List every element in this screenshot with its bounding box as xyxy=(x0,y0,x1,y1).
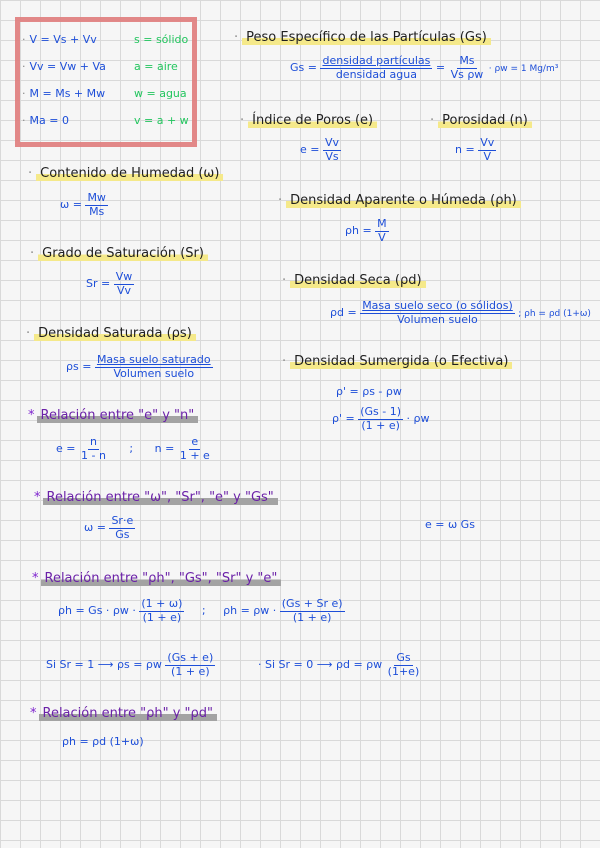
formula-sr-1: Si Sr = 1 ⟶ ρs = ρw $\frac{(Gs + e)}{(1 + e)}$ xyxy=(46,651,214,678)
heading-peso-especifico: · Peso Específico de las Partículas (Gs) xyxy=(234,30,491,45)
formula-sr-0: · Si Sr = 0 ⟶ ρd = ρw $\frac{Gs}{(1+e)}$ xyxy=(258,651,420,678)
heading-densidad-seca: · Densidad Seca (ρd) xyxy=(282,273,426,288)
formula-densidad-saturada: ρs = $\frac{\text{Masa suelo saturado}}{\text{Volumen suelo}}$ xyxy=(66,353,211,380)
definition-legend: a = aire xyxy=(134,60,178,73)
definition-legend: s = sólido xyxy=(134,33,189,46)
heading-densidad-sumergida: · Densidad Sumergida (o Efectiva) xyxy=(282,354,512,369)
definition-equation: M = Ms + Mw xyxy=(29,87,106,100)
heading-relacion-e-n: * Relación entre "e" y "n" xyxy=(28,408,198,423)
heading-relacion-ph-pd: * Relación entre "ρh" y "ρd" xyxy=(30,706,217,721)
heading-humedad: · Contenido de Humedad (ω) xyxy=(28,166,223,181)
heading-relacion-ph-gs-sr-e: * Relación entre "ρh", "Gs", "Sr" y "e" xyxy=(32,571,281,586)
definition-equation: Ma = 0 xyxy=(29,114,69,127)
formula-relacion-ph: ρh = Gs · ρw · $\frac{(1 + \omega)}{(1 + e)}$ ; ρh = ρw · $\frac{\text{(Gs + Sr e)}}{(1 + e)}$ xyxy=(58,597,343,624)
formula-densidad-sumergida-1: ρ' = ρs - ρw xyxy=(336,385,402,398)
heading-saturacion: · Grado de Saturación (Sr) xyxy=(30,246,208,261)
definition-row: · V = Vs + Vv xyxy=(22,33,97,46)
definition-equation: Vv = Vw + Va xyxy=(29,60,106,73)
definition-row: · M = Ms + Mw xyxy=(22,87,106,100)
formula-porosidad: n = $\frac{Vv}{V}$ xyxy=(455,136,495,163)
definition-legend: v = a + w xyxy=(134,114,189,127)
formula-humedad: ω = $\frac{Mw}{Ms}$ xyxy=(60,191,106,218)
formula-densidad-sumergida-2: ρ' = $\frac{(Gs - 1)}{(1 + e)}$ · ρw xyxy=(332,405,430,432)
formula-indice-poros: e = $\frac{Vv}{Vs}$ xyxy=(300,136,340,163)
formula-saturacion: Sr = $\frac{Vw}{Vv}$ xyxy=(86,270,133,297)
definition-row: · Ma = 0 xyxy=(22,114,69,127)
formula-relacion-e-n: e = $\frac{n}{1 - n}$ ; n = $\frac{e}{1 + e}$ xyxy=(56,435,210,462)
heading-densidad-saturada: · Densidad Saturada (ρs) xyxy=(26,326,196,341)
heading-relacion-w-sr-e-gs: * Relación entre "ω", "Sr", "e" y "Gs" xyxy=(34,490,278,505)
heading-porosidad: · Porosidad (n) xyxy=(430,113,532,128)
formula-relacion-ph-pd: ρh = ρd (1+ω) xyxy=(62,735,144,748)
formula-e-w-gs: e = ω Gs xyxy=(425,518,475,531)
heading-densidad-aparente: · Densidad Aparente o Húmeda (ρh) xyxy=(278,193,521,208)
formula-peso-especifico: Gs = $\frac{\text{densidad partículas}}{\text{densidad agua}}$ = $\frac{Ms}{\text{Vs ρw}}$ · ρw = 1 Mg/m³ xyxy=(290,54,559,81)
formula-relacion-w-sr-e-gs: ω = $\frac{Sr\cdot e}{Gs}$ xyxy=(84,514,134,541)
heading-indice-poros: · Índice de Poros (e) xyxy=(240,113,377,128)
formula-densidad-aparente: ρh = $\frac{M}{V}$ xyxy=(345,217,387,244)
formula-densidad-seca: ρd = $\frac{\text{Masa suelo seco (o sólidos)}}{\text{Volumen suelo}}$ ; ρh = ρd (1+ω) xyxy=(330,299,591,326)
definition-equation: V = Vs + Vv xyxy=(29,33,97,46)
definition-legend: w = agua xyxy=(134,87,187,100)
definition-row: · Vv = Vw + Va xyxy=(22,60,106,73)
